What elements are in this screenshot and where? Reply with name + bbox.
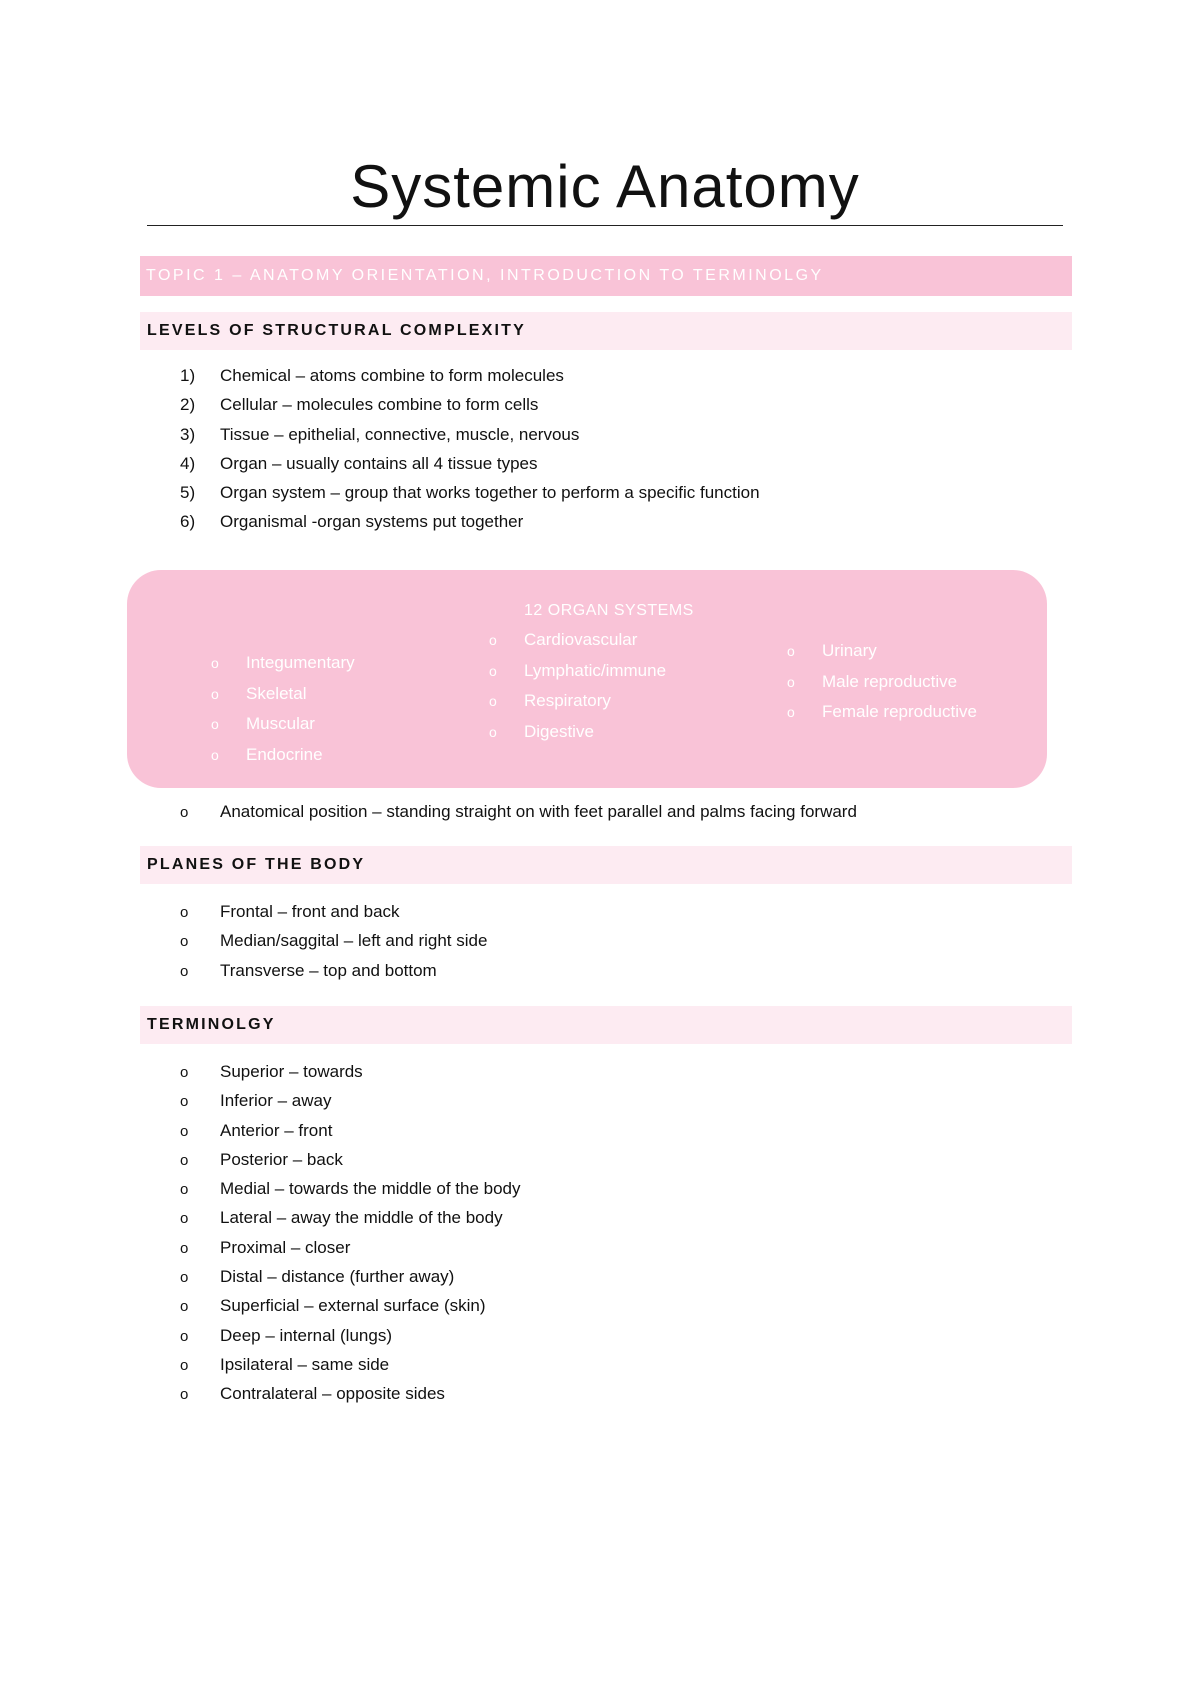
list-item (180, 926, 487, 955)
list-item-text: Organ system – group that works together to perform a specific function (220, 483, 760, 503)
list-item (180, 390, 760, 419)
bullet-icon: o (787, 704, 795, 720)
list-item-text: Respiratory (524, 691, 611, 710)
bullet-icon: o (180, 1151, 189, 1169)
bullet-icon: o (180, 804, 189, 821)
list-item-text: Tissue – epithelial, connective, muscle, nervous (220, 424, 580, 444)
bullet-icon: o (211, 655, 219, 671)
list-item-text: Ipsilateral – same side (220, 1354, 390, 1374)
list-item (787, 667, 977, 698)
list-number: 1) (180, 366, 196, 385)
list-number: 3) (180, 424, 196, 444)
bullet-icon: o (787, 673, 795, 690)
list-item (180, 1291, 521, 1320)
bullet-icon: o (180, 1327, 189, 1345)
bullet-icon: o (211, 716, 219, 732)
bullet-icon: o (489, 723, 497, 740)
list-item-text: Urinary (822, 641, 877, 660)
list-item (211, 648, 355, 679)
organ-systems-column-3 (787, 636, 977, 728)
list-number: 4) (180, 453, 196, 473)
list-item (489, 656, 666, 687)
list-item (180, 956, 487, 985)
bullet-icon: o (211, 746, 219, 763)
list-item-text: Anterior – front (220, 1120, 333, 1140)
planes-heading: PLANES OF THE BODY (140, 846, 1072, 884)
list-item (489, 717, 666, 748)
levels-heading: LEVELS OF STRUCTURAL COMPLEXITY (140, 312, 1072, 350)
list-item-text: Medial – towards the middle of the body (220, 1179, 521, 1199)
bullet-icon: o (180, 1269, 189, 1287)
organ-systems-column-2 (489, 625, 666, 747)
planes-list (180, 897, 487, 985)
bullet-icon: o (180, 1356, 189, 1374)
list-item-text: Chemical – atoms combine to form molecules (220, 366, 564, 385)
list-item (180, 420, 760, 449)
list-number: 6) (180, 512, 196, 532)
bullet-icon: o (180, 1298, 189, 1316)
bullet-icon: o (180, 1064, 189, 1081)
bullet-icon: o (180, 1386, 189, 1404)
list-item-text: Male reproductive (822, 671, 958, 691)
list-item-text: Lymphatic/immune (524, 660, 667, 680)
list-item-text: Posterior – back (220, 1149, 343, 1169)
list-item (180, 1350, 521, 1379)
list-item (180, 1086, 521, 1115)
list-item-text: Skeletal (246, 683, 307, 703)
title-underline (147, 225, 1063, 226)
list-item-text: Transverse – top and bottom (220, 960, 437, 980)
list-item (787, 636, 977, 667)
list-item-text: Organ – usually contains all 4 tissue types (220, 453, 538, 473)
list-item-text: Superior – towards (220, 1062, 363, 1081)
list-item-text: Female reproductive (822, 702, 977, 721)
bullet-icon: o (180, 1093, 189, 1111)
organ-systems-column-1 (211, 648, 355, 770)
bullet-icon: o (180, 1239, 189, 1257)
list-item (180, 1233, 521, 1262)
list-item-text: Median/saggital – left and right side (220, 931, 488, 951)
bullet-icon: o (489, 693, 497, 709)
list-item-text: Muscular (246, 714, 315, 733)
anatomical-position-list (180, 797, 857, 826)
bullet-icon: o (180, 1210, 189, 1228)
list-item-text: Organismal -organ systems put together (220, 512, 524, 532)
page-title: Systemic Anatomy (350, 153, 860, 220)
topic-heading: TOPIC 1 – ANATOMY ORIENTATION, INTRODUCTION TO TERMINOLGY (140, 256, 1072, 296)
list-item (180, 361, 760, 390)
terminology-heading: TERMINOLGY (140, 1006, 1072, 1044)
list-item (211, 709, 355, 740)
list-item (180, 507, 760, 536)
list-item (180, 1174, 521, 1203)
list-item (180, 449, 760, 478)
list-item (180, 1379, 521, 1408)
list-item-text: Digestive (524, 721, 594, 741)
list-item (180, 1203, 521, 1232)
list-item-text: Distal – distance (further away) (220, 1267, 455, 1287)
bullet-icon: o (180, 904, 189, 921)
list-number: 5) (180, 483, 196, 503)
list-item-text: Frontal – front and back (220, 902, 400, 921)
list-item-text: Anatomical position – standing straight on with feet parallel and palms facing forward (220, 802, 857, 821)
bullet-icon: o (211, 685, 219, 702)
list-item (489, 686, 666, 717)
list-item-text: Superficial – external surface (skin) (220, 1296, 486, 1316)
list-item (180, 797, 857, 826)
list-item (180, 1116, 521, 1145)
levels-list (180, 361, 760, 537)
list-item (787, 697, 977, 728)
list-item-text: Endocrine (246, 744, 323, 764)
list-number: 2) (180, 395, 196, 415)
list-item-text: Deep – internal (lungs) (220, 1325, 392, 1345)
list-item (489, 625, 666, 656)
list-item (180, 897, 487, 926)
list-item (180, 1321, 521, 1350)
list-item-text: Contralateral – opposite sides (220, 1384, 445, 1404)
list-item-text: Cardiovascular (524, 630, 638, 649)
list-item-text: Proximal – closer (220, 1237, 351, 1257)
bullet-icon: o (180, 1181, 189, 1199)
list-item-text: Inferior – away (220, 1091, 332, 1111)
list-item (211, 740, 355, 771)
list-item (180, 1262, 521, 1291)
list-item (180, 1145, 521, 1174)
bullet-icon: o (489, 662, 497, 679)
bullet-icon: o (489, 632, 497, 648)
list-item (180, 478, 760, 507)
bullet-icon: o (180, 1122, 189, 1140)
bullet-icon: o (180, 962, 189, 980)
bullet-icon: o (180, 933, 189, 951)
bullet-icon: o (787, 643, 795, 659)
list-item-text: Lateral – away the middle of the body (220, 1208, 503, 1228)
terminology-list (180, 1057, 521, 1409)
list-item (180, 1057, 521, 1086)
organ-systems-heading: 12 ORGAN SYSTEMS (524, 602, 694, 619)
list-item (211, 679, 355, 710)
list-item-text: Integumentary (246, 653, 355, 672)
list-item-text: Cellular – molecules combine to form cells (220, 395, 539, 415)
